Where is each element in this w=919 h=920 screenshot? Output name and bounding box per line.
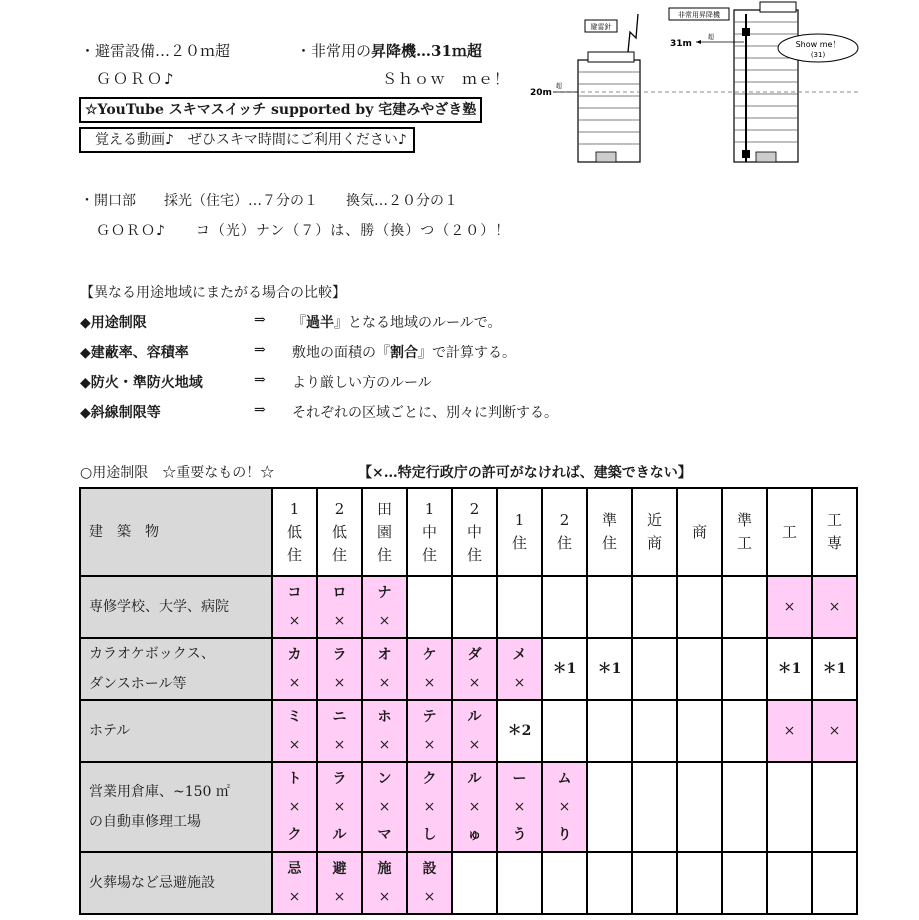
zone-cell: オ × xyxy=(362,638,407,700)
zone-header: 準 住 xyxy=(587,488,632,576)
height-diagram xyxy=(528,0,878,170)
table-row xyxy=(80,852,857,914)
zone-cell xyxy=(497,852,542,914)
zone-cell xyxy=(677,576,722,638)
zone-cell: ム × り xyxy=(542,762,587,852)
table-row xyxy=(80,762,857,852)
bubble-line1: Show me！ xyxy=(795,40,841,49)
zone-cell: 避 × xyxy=(317,852,362,914)
zone-cell xyxy=(812,852,857,914)
zone-cell: 設 × xyxy=(407,852,452,914)
table-row xyxy=(80,700,857,762)
zone-cell xyxy=(722,638,767,700)
zone-cell xyxy=(767,852,812,914)
comparison-rule: より厳しい方のルール xyxy=(292,375,432,391)
height-20-label: 20m xyxy=(530,88,552,98)
use-restriction-table xyxy=(79,487,858,915)
zone-cell xyxy=(632,576,677,638)
video-box: 覚える動画♪ ぜひスキマ時間にご利用ください♪ xyxy=(79,127,415,153)
zone-cell: 忌 × xyxy=(272,852,317,914)
zone-cell xyxy=(722,852,767,914)
table-row xyxy=(80,576,857,638)
zone-cell: ラ × xyxy=(317,638,362,700)
goro-label-1: ＧＯＲＯ♪ xyxy=(96,70,176,88)
zone-cell: × xyxy=(767,576,812,638)
zone-header: 1 中 住 xyxy=(407,488,452,576)
zone-cell: × xyxy=(812,700,857,762)
zone-cell: ー × う xyxy=(497,762,542,852)
zone-cell xyxy=(767,762,812,852)
zone-cell xyxy=(542,852,587,914)
table-header-row xyxy=(80,488,857,576)
elevator-rule xyxy=(296,40,482,61)
building-header: 建 築 物 xyxy=(80,488,272,576)
zone-header: 2 住 xyxy=(542,488,587,576)
zone-cell: ＊1 xyxy=(812,638,857,700)
zone-cell xyxy=(542,700,587,762)
zone-cell xyxy=(587,700,632,762)
zone-header: 田 園 住 xyxy=(362,488,407,576)
zone-cell: ホ × xyxy=(362,700,407,762)
chao-20: 超 xyxy=(556,83,563,90)
zone-cell: ナ × xyxy=(362,576,407,638)
zone-cell: × xyxy=(767,700,812,762)
elevator-prefix: ・非常用の xyxy=(296,42,372,60)
use-restriction-title: ○用途制限 ☆重要なもの！☆ xyxy=(80,465,275,481)
lightning-label: 避雷針 xyxy=(590,23,612,31)
comparison-rule: 『過半』となる地域のルールで。 xyxy=(292,315,502,331)
building-name: ホテル xyxy=(80,700,272,762)
zone-header: 2 中 住 xyxy=(452,488,497,576)
zone-cell: ト × ク xyxy=(272,762,317,852)
zone-header: 工 専 xyxy=(812,488,857,576)
comparison-rule: 敷地の面積の『割合』で計算する。 xyxy=(292,345,516,361)
arrow-icon: ⇒ xyxy=(254,372,266,388)
elevator-suffix: …31ｍ超 xyxy=(416,42,482,60)
zone-cell xyxy=(497,576,542,638)
zone-cell xyxy=(407,576,452,638)
building-name: 火葬場など忌避施設 xyxy=(80,852,272,914)
table-row xyxy=(80,638,857,700)
zone-cell xyxy=(632,762,677,852)
zone-header: 1 住 xyxy=(497,488,542,576)
zone-cell xyxy=(632,638,677,700)
zone-cell xyxy=(722,700,767,762)
zone-cell: ニ × xyxy=(317,700,362,762)
arrow-icon: ⇒ xyxy=(254,342,266,358)
comparison-label: ◆建蔽率、容積率 xyxy=(80,345,189,361)
zone-cell xyxy=(542,576,587,638)
zone-header: 近 商 xyxy=(632,488,677,576)
lightning-building xyxy=(578,14,640,162)
zone-cell: ル × ゅ xyxy=(452,762,497,852)
zone-cell: メ × xyxy=(497,638,542,700)
comparison-rule: それぞれの区域ごとに、別々に判断する。 xyxy=(292,405,558,421)
showme-label: Ｓｈｏｗ ｍｅ！ xyxy=(382,70,511,88)
zone-cell: ル × xyxy=(452,700,497,762)
chao-31: 超 xyxy=(708,34,715,41)
zone-cell xyxy=(677,638,722,700)
openings-rule: ・開口部 採光（住宅）…７分の１ 換気…２０分の１ xyxy=(80,193,458,209)
height-31-label: 31m xyxy=(670,39,692,49)
goro-label-2: ＧＯＲＯ♪ コ（光）ナン（７）は、勝（換）つ（２０）！ xyxy=(96,223,511,239)
zone-cell xyxy=(587,852,632,914)
zone-cell xyxy=(452,576,497,638)
elevator-building xyxy=(734,2,798,162)
zone-cell xyxy=(632,700,677,762)
zone-cell xyxy=(587,762,632,852)
elevator-label: 非常用昇降機 xyxy=(678,11,720,19)
zone-header: 商 xyxy=(677,488,722,576)
arrow-icon: ⇒ xyxy=(254,402,266,418)
zone-header: 工 xyxy=(767,488,812,576)
zone-cell: ミ × xyxy=(272,700,317,762)
zone-cell: テ × xyxy=(407,700,452,762)
youtube-box: ☆YouTube スキマスイッチ supported by 宅建みやざき塾 xyxy=(79,97,482,123)
zone-cell: 施 × xyxy=(362,852,407,914)
zone-cell xyxy=(677,852,722,914)
comparison-label: ◆斜線制限等 xyxy=(80,405,161,421)
comparison-label: ◆防火・準防火地域 xyxy=(80,375,203,391)
zone-cell: ン × マ xyxy=(362,762,407,852)
zone-cell: ＊1 xyxy=(542,638,587,700)
comparison-title: 【異なる用途地域にまたがる場合の比較】 xyxy=(80,285,346,301)
zone-cell: ク × し xyxy=(407,762,452,852)
bubble-line2: (31) xyxy=(810,51,826,59)
zone-cell: ケ × xyxy=(407,638,452,700)
zone-cell: ＊2 xyxy=(497,700,542,762)
building-name: 専修学校、大学、病院 xyxy=(80,576,272,638)
zone-header: 1 低 住 xyxy=(272,488,317,576)
zone-cell: ロ × xyxy=(317,576,362,638)
comparison-label: ◆用途制限 xyxy=(80,315,147,331)
zone-cell: ＊1 xyxy=(587,638,632,700)
zone-cell: ＊1 xyxy=(767,638,812,700)
elevator-strong: 昇降機 xyxy=(371,42,417,60)
zone-cell xyxy=(452,852,497,914)
zone-cell xyxy=(632,852,677,914)
building-name: 営業用倉庫、~150 ㎡ の自動車修理工場 xyxy=(80,762,272,852)
zone-cell: カ × xyxy=(272,638,317,700)
zone-cell xyxy=(722,576,767,638)
zone-cell: コ × xyxy=(272,576,317,638)
zone-cell: × xyxy=(812,576,857,638)
zone-cell xyxy=(722,762,767,852)
zone-cell xyxy=(812,762,857,852)
zone-cell: ダ × xyxy=(452,638,497,700)
lightning-rule: ・避雷設備…２０ｍ超 xyxy=(80,42,231,60)
zone-cell xyxy=(587,576,632,638)
zone-cell xyxy=(677,762,722,852)
zone-cell: ラ × ル xyxy=(317,762,362,852)
zone-cell xyxy=(677,700,722,762)
building-name: カラオケボックス、 ダンスホール等 xyxy=(80,638,272,700)
zone-header: 2 低 住 xyxy=(317,488,362,576)
zone-header: 準 工 xyxy=(722,488,767,576)
permit-note: 【×…特定行政庁の許可がなければ、建築できない】 xyxy=(358,465,692,481)
arrow-icon: ⇒ xyxy=(254,312,266,328)
